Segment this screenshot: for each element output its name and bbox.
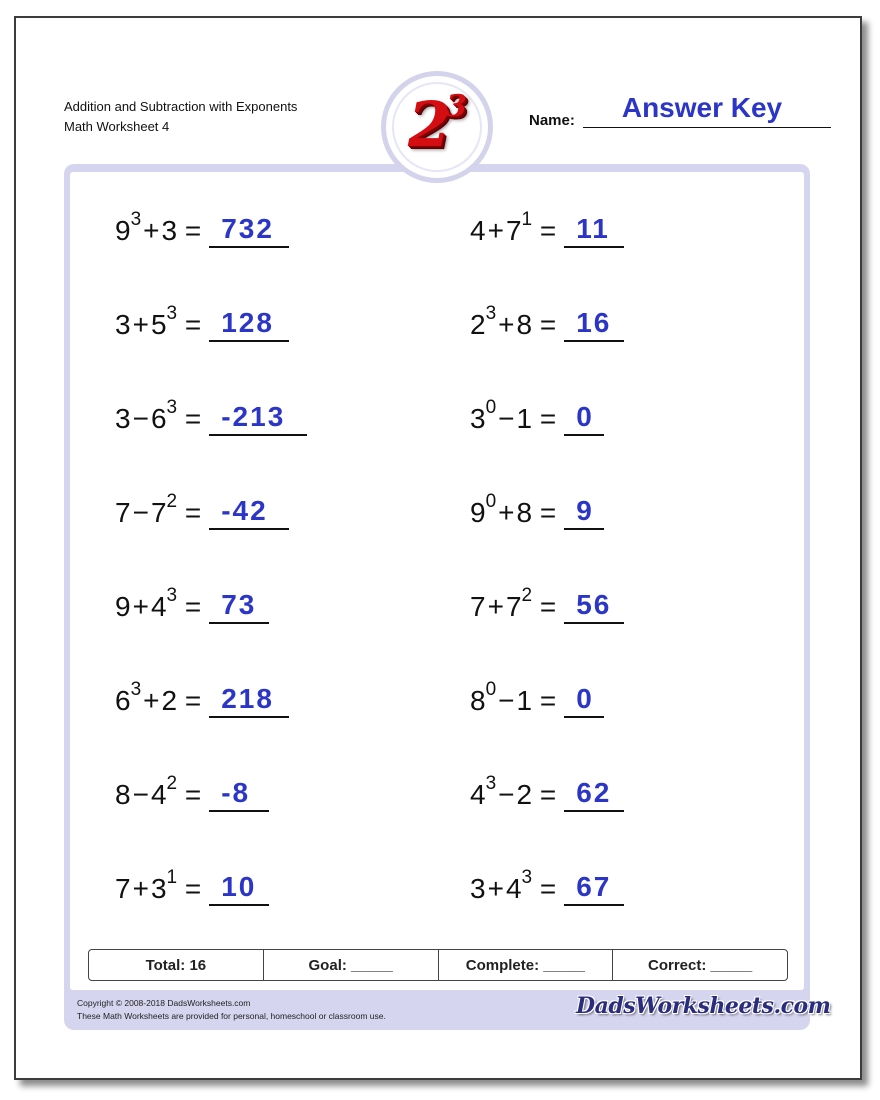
copyright-notice xyxy=(77,997,386,1023)
operator: − xyxy=(132,497,149,528)
operator: + xyxy=(143,685,160,716)
name-field-line xyxy=(583,127,831,128)
operand-a: 8 xyxy=(115,779,131,810)
badge-base-digit: 2 xyxy=(408,88,452,161)
problem-expression xyxy=(115,679,202,718)
problem-item xyxy=(470,584,624,624)
answer-value: -42 xyxy=(209,494,289,530)
exponent-badge-logo xyxy=(381,71,493,183)
answer-value: 128 xyxy=(209,306,289,342)
operand-b: 3 xyxy=(150,873,167,904)
exponent-a: 0 xyxy=(485,397,497,418)
operand-a: 7 xyxy=(115,873,131,904)
exponent-b: 3 xyxy=(166,585,178,606)
operator: − xyxy=(498,403,515,434)
title-line-2: Math Worksheet 4 xyxy=(64,119,170,134)
operator: + xyxy=(487,873,504,904)
operator: + xyxy=(132,591,149,622)
operand-b: 4 xyxy=(150,779,167,810)
operator: − xyxy=(498,685,515,716)
name-label: Name: xyxy=(529,112,575,129)
operand-b: 1 xyxy=(516,685,533,716)
exponent-b: 3 xyxy=(521,867,533,888)
exponent-a: 3 xyxy=(485,773,497,794)
operand-b: 1 xyxy=(516,403,533,434)
answer-value: 9 xyxy=(564,494,604,530)
equals-sign: = xyxy=(177,215,202,246)
answer-value: 56 xyxy=(564,588,624,624)
problem-item xyxy=(470,678,604,718)
exponent-b: 2 xyxy=(521,585,533,606)
badge-exponent-digit: 3 xyxy=(446,89,467,124)
copyright-line-1: Copyright © 2008-2018 DadsWorksheets.com xyxy=(77,998,251,1008)
exponent-b: 2 xyxy=(166,491,178,512)
title-line-1: Addition and Subtraction with Exponents xyxy=(64,99,298,114)
operator: − xyxy=(498,779,515,810)
problem-item xyxy=(470,208,624,248)
answer-value: -213 xyxy=(209,400,307,436)
problem-item xyxy=(470,396,604,436)
answer-value: -8 xyxy=(209,776,269,812)
problem-expression xyxy=(470,397,557,436)
answer-value: 73 xyxy=(209,588,269,624)
equals-sign: = xyxy=(532,779,557,810)
operator: + xyxy=(132,873,149,904)
operand-b: 5 xyxy=(150,309,167,340)
equals-sign: = xyxy=(532,685,557,716)
exponent-a: 3 xyxy=(130,679,142,700)
operator: − xyxy=(132,779,149,810)
answer-value: 218 xyxy=(209,682,289,718)
operator: + xyxy=(487,215,504,246)
operator: + xyxy=(132,309,149,340)
operand-b: 7 xyxy=(150,497,167,528)
answer-value: 62 xyxy=(564,776,624,812)
problem-expression xyxy=(115,491,202,530)
problem-expression xyxy=(470,679,557,718)
goal-cell: Goal: _____ xyxy=(264,950,439,980)
answer-value: 732 xyxy=(209,212,289,248)
equals-sign: = xyxy=(177,685,202,716)
operator: + xyxy=(143,215,160,246)
total-cell: Total: 16 xyxy=(89,950,264,980)
problem-expression xyxy=(470,773,557,812)
exponent-b: 1 xyxy=(521,209,533,230)
problem-item xyxy=(470,302,624,342)
operand-b: 2 xyxy=(516,779,533,810)
problem-item xyxy=(470,772,624,812)
exponent-b: 2 xyxy=(166,773,178,794)
problem-item xyxy=(115,208,289,248)
dadsworksheets-logo: DadsWorksheets.com xyxy=(576,993,831,1019)
problem-item xyxy=(115,678,289,718)
operand-b: 7 xyxy=(505,215,522,246)
exponent-a: 3 xyxy=(485,303,497,324)
equals-sign: = xyxy=(532,215,557,246)
problem-item xyxy=(115,302,289,342)
problems-panel xyxy=(64,164,810,1030)
worksheet-title xyxy=(64,97,297,137)
exponent-a: 3 xyxy=(130,209,142,230)
problems-area xyxy=(70,172,804,990)
exponent-b: 1 xyxy=(166,867,178,888)
operand-a: 4 xyxy=(470,779,486,810)
exponent-b: 3 xyxy=(166,303,178,324)
problem-item xyxy=(115,396,307,436)
exponent-a: 0 xyxy=(485,491,497,512)
equals-sign: = xyxy=(532,403,557,434)
operand-b: 2 xyxy=(161,685,178,716)
operand-b: 7 xyxy=(505,591,522,622)
answer-value: 0 xyxy=(564,400,604,436)
answer-value: 10 xyxy=(209,870,269,906)
equals-sign: = xyxy=(532,309,557,340)
problem-item xyxy=(115,772,269,812)
answer-value: 11 xyxy=(564,212,624,248)
operand-b: 8 xyxy=(516,497,533,528)
operand-a: 4 xyxy=(470,215,486,246)
equals-sign: = xyxy=(177,403,202,434)
operand-a: 7 xyxy=(115,497,131,528)
exponent-a: 0 xyxy=(485,679,497,700)
answer-value: 0 xyxy=(564,682,604,718)
equals-sign: = xyxy=(532,873,557,904)
operand-b: 4 xyxy=(505,873,522,904)
problem-item xyxy=(470,866,624,906)
problem-expression xyxy=(470,209,557,248)
problem-expression xyxy=(470,867,557,906)
problem-expression xyxy=(470,491,557,530)
problem-item xyxy=(115,584,269,624)
equals-sign: = xyxy=(177,779,202,810)
operand-a: 9 xyxy=(470,497,486,528)
operand-a: 3 xyxy=(115,403,131,434)
problem-expression xyxy=(115,209,202,248)
equals-sign: = xyxy=(532,497,557,528)
operand-b: 8 xyxy=(516,309,533,340)
operand-a: 3 xyxy=(115,309,131,340)
operand-a: 3 xyxy=(470,403,486,434)
problem-item xyxy=(115,490,289,530)
operand-a: 9 xyxy=(115,215,131,246)
equals-sign: = xyxy=(177,309,202,340)
operand-a: 2 xyxy=(470,309,486,340)
operand-a: 8 xyxy=(470,685,486,716)
problem-expression xyxy=(115,303,202,342)
equals-sign: = xyxy=(177,591,202,622)
operand-a: 9 xyxy=(115,591,131,622)
operator: + xyxy=(498,497,515,528)
problem-expression xyxy=(470,303,557,342)
operand-a: 3 xyxy=(470,873,486,904)
operand-b: 4 xyxy=(150,591,167,622)
complete-cell: Complete: _____ xyxy=(439,950,614,980)
problem-item xyxy=(115,866,269,906)
problem-item xyxy=(470,490,604,530)
exponent-b: 3 xyxy=(166,397,178,418)
problem-expression xyxy=(115,397,202,436)
problem-expression xyxy=(115,773,202,812)
operand-b: 3 xyxy=(161,215,178,246)
operator: + xyxy=(498,309,515,340)
copyright-line-2: These Math Worksheets are provided for personal, homeschool or classroom use. xyxy=(77,1011,386,1021)
score-table xyxy=(88,949,788,981)
problem-expression xyxy=(115,867,202,906)
problem-expression xyxy=(470,585,557,624)
correct-cell: Correct: _____ xyxy=(648,956,753,974)
operator: − xyxy=(132,403,149,434)
operand-a: 7 xyxy=(470,591,486,622)
equals-sign: = xyxy=(177,873,202,904)
equals-sign: = xyxy=(532,591,557,622)
answer-key-text: Answer Key xyxy=(621,92,783,123)
problem-expression xyxy=(115,585,202,624)
equals-sign: = xyxy=(177,497,202,528)
answer-value: 16 xyxy=(564,306,624,342)
operand-a: 6 xyxy=(115,685,131,716)
operator: + xyxy=(487,591,504,622)
operand-b: 6 xyxy=(150,403,167,434)
answer-value: 67 xyxy=(564,870,624,906)
